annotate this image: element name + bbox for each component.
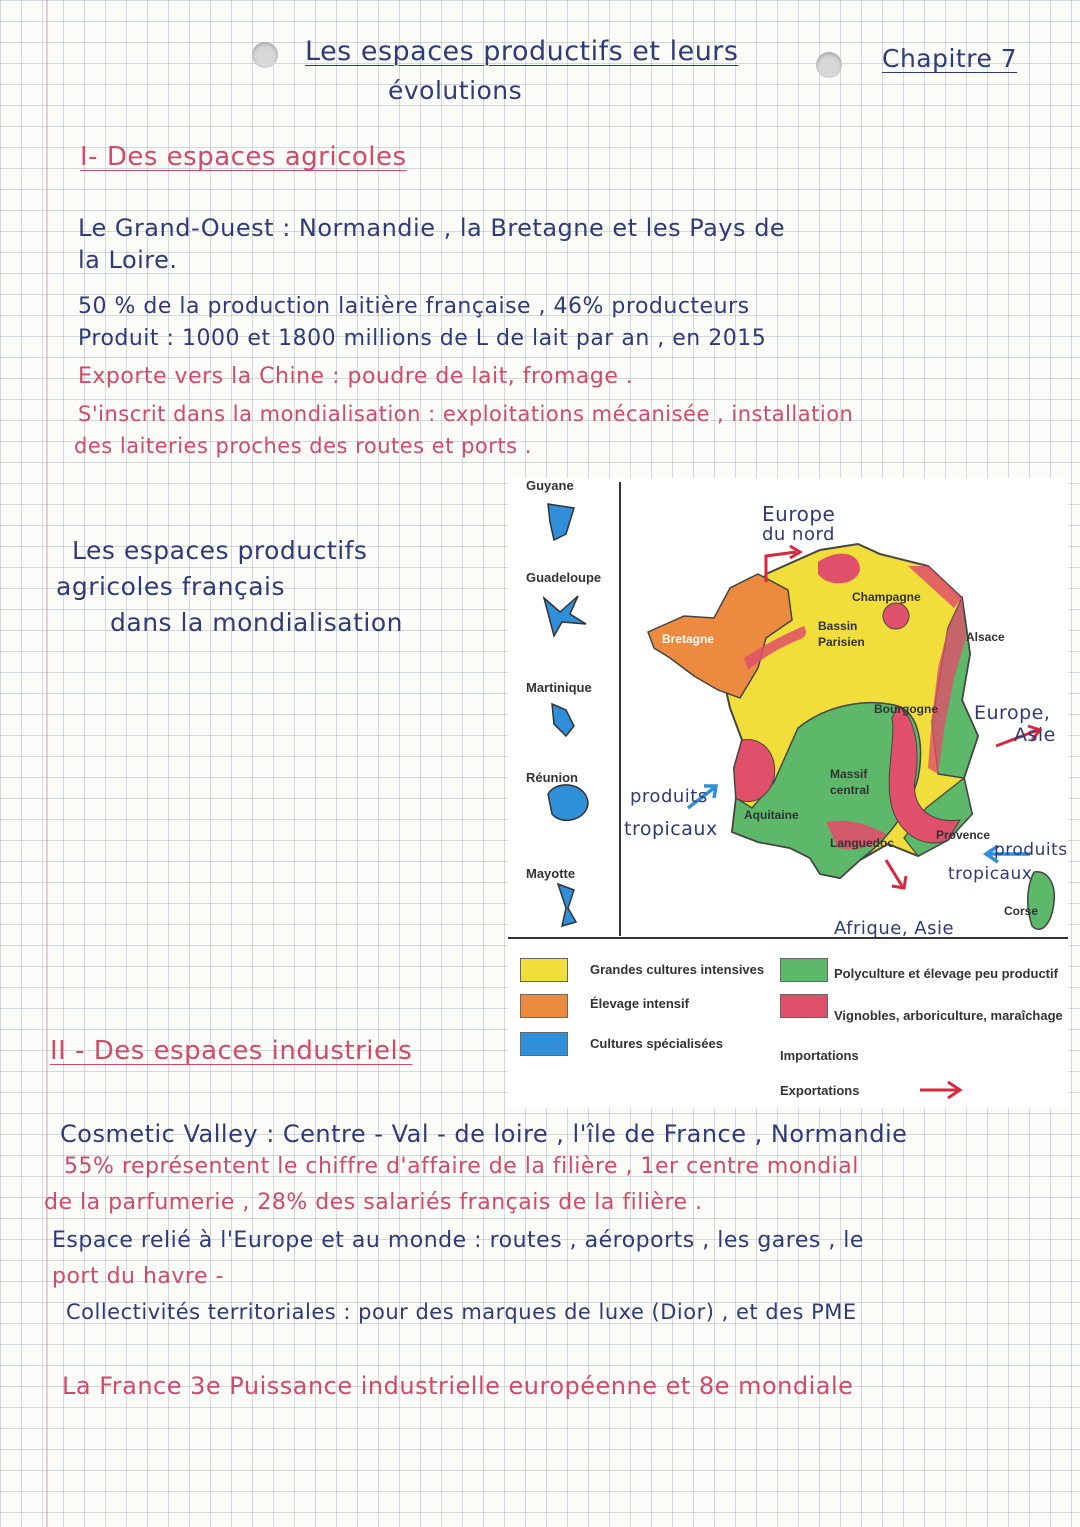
annotation-produits-tropicaux: tropicaux (624, 818, 718, 840)
section1-heading: I- Des espaces agricoles (80, 142, 407, 172)
text-line: Produit : 1000 et 1800 millions de L de lait par an , en 2015 (78, 326, 767, 351)
text-line: des laiteries proches des routes et ports . (74, 434, 532, 458)
legend-cultures-specialisees: Cultures spécialisées (590, 1036, 723, 1051)
text-line: 55% représentent le chiffre d'affaire de la filière , 1er centre mondial (64, 1154, 859, 1179)
margin-line (46, 0, 48, 1527)
region-languedoc: Languedoc (830, 836, 895, 850)
label-guyane: Guyane (526, 478, 574, 493)
legend-swatch-blue (520, 1032, 568, 1056)
label-mayotte: Mayotte (526, 866, 576, 881)
annotation-produits-tropicaux: produits (630, 786, 708, 807)
annotation-europe-nord: du nord (762, 524, 835, 545)
annotation-afrique-asie: Afrique, Asie (834, 918, 955, 939)
text-line: Le Grand-Ouest : Normandie , la Bretagne et les Pays de (78, 214, 786, 242)
legend-swatch-yellow (520, 958, 568, 982)
legend-grandes-cultures: Grandes cultures intensives (590, 962, 765, 977)
guyane-shape (548, 504, 574, 540)
legend-swatch-green (780, 958, 828, 982)
conclusion-line: La France 3e Puissance industrielle européenne et 8e mondiale (62, 1372, 854, 1400)
region-massif-central: Massif central (830, 767, 870, 797)
legend-polyculture: Polyculture et élevage peu productif (834, 966, 1058, 981)
annotation-produits-tropicaux: produits (994, 840, 1068, 860)
region-bourgogne: Bourgogne (874, 702, 938, 716)
text-line: Cosmetic Valley : Centre - Val - de loire , l'île de France , Normandie (60, 1120, 908, 1148)
france-agriculture-map (508, 478, 1068, 1108)
map-caption-line: Les espaces productifs (72, 536, 368, 565)
binder-hole (816, 52, 842, 78)
label-reunion: Réunion (526, 770, 578, 785)
section2-heading: II - Des espaces industriels (50, 1036, 413, 1066)
annotation-europe-asie: Asie (1014, 724, 1056, 746)
chapter-label: Chapitre 7 (882, 44, 1018, 73)
region-provence: Provence (936, 828, 991, 842)
page-title-line2: évolutions (388, 76, 523, 105)
legend-swatch-red (780, 994, 828, 1018)
legend-swatch-orange (520, 994, 568, 1018)
region-corse: Corse (1004, 904, 1039, 918)
text-line: port du havre - (52, 1264, 224, 1289)
guadeloupe-shape (544, 596, 586, 636)
text-line: Collectivités territoriales : pour des marques de luxe (Dior) , et des PME (66, 1300, 857, 1324)
region-bassin-parisien: Bassin Parisien (818, 619, 865, 649)
text-line: 50 % de la production laitière française , 46% producteurs (78, 294, 750, 319)
label-guadeloupe: Guadeloupe (526, 570, 602, 585)
legend-exportations: Exportations (780, 1083, 860, 1098)
annotation-europe-nord: Europe (762, 502, 836, 526)
annotation-europe-asie: Europe, (974, 702, 1051, 724)
page-title-line1: Les espaces productifs et leurs (305, 36, 739, 67)
annotation-produits-tropicaux: tropicaux (948, 864, 1033, 884)
text-line: Espace relié à l'Europe et au monde : routes , aéroports , les gares , le (52, 1228, 864, 1253)
legend-elevage-intensif: Élevage intensif (590, 996, 689, 1011)
legend-importations: Importations (780, 1048, 859, 1063)
text-line: S'inscrit dans la mondialisation : exploitations mécanisée , installation (78, 402, 854, 426)
text-line: Exporte vers la Chine : poudre de lait, fromage . (78, 364, 634, 389)
text-line: de la parfumerie , 28% des salariés français de la filière . (44, 1190, 703, 1215)
map-caption-line: agricoles français (56, 572, 286, 601)
region-alsace: Alsace (966, 630, 1005, 644)
label-martinique: Martinique (526, 680, 592, 695)
mayotte-shape (558, 884, 576, 926)
binder-hole (252, 42, 278, 68)
region-champagne: Champagne (852, 590, 921, 604)
map-caption-line: dans la mondialisation (110, 608, 403, 637)
martinique-shape (552, 704, 574, 736)
region-bretagne: Bretagne (662, 632, 715, 646)
legend-vignobles: Vignobles, arboriculture, maraîchage (834, 1008, 1063, 1023)
reunion-shape (548, 785, 588, 820)
text-line: la Loire. (78, 246, 178, 274)
region-aquitaine: Aquitaine (744, 808, 799, 822)
